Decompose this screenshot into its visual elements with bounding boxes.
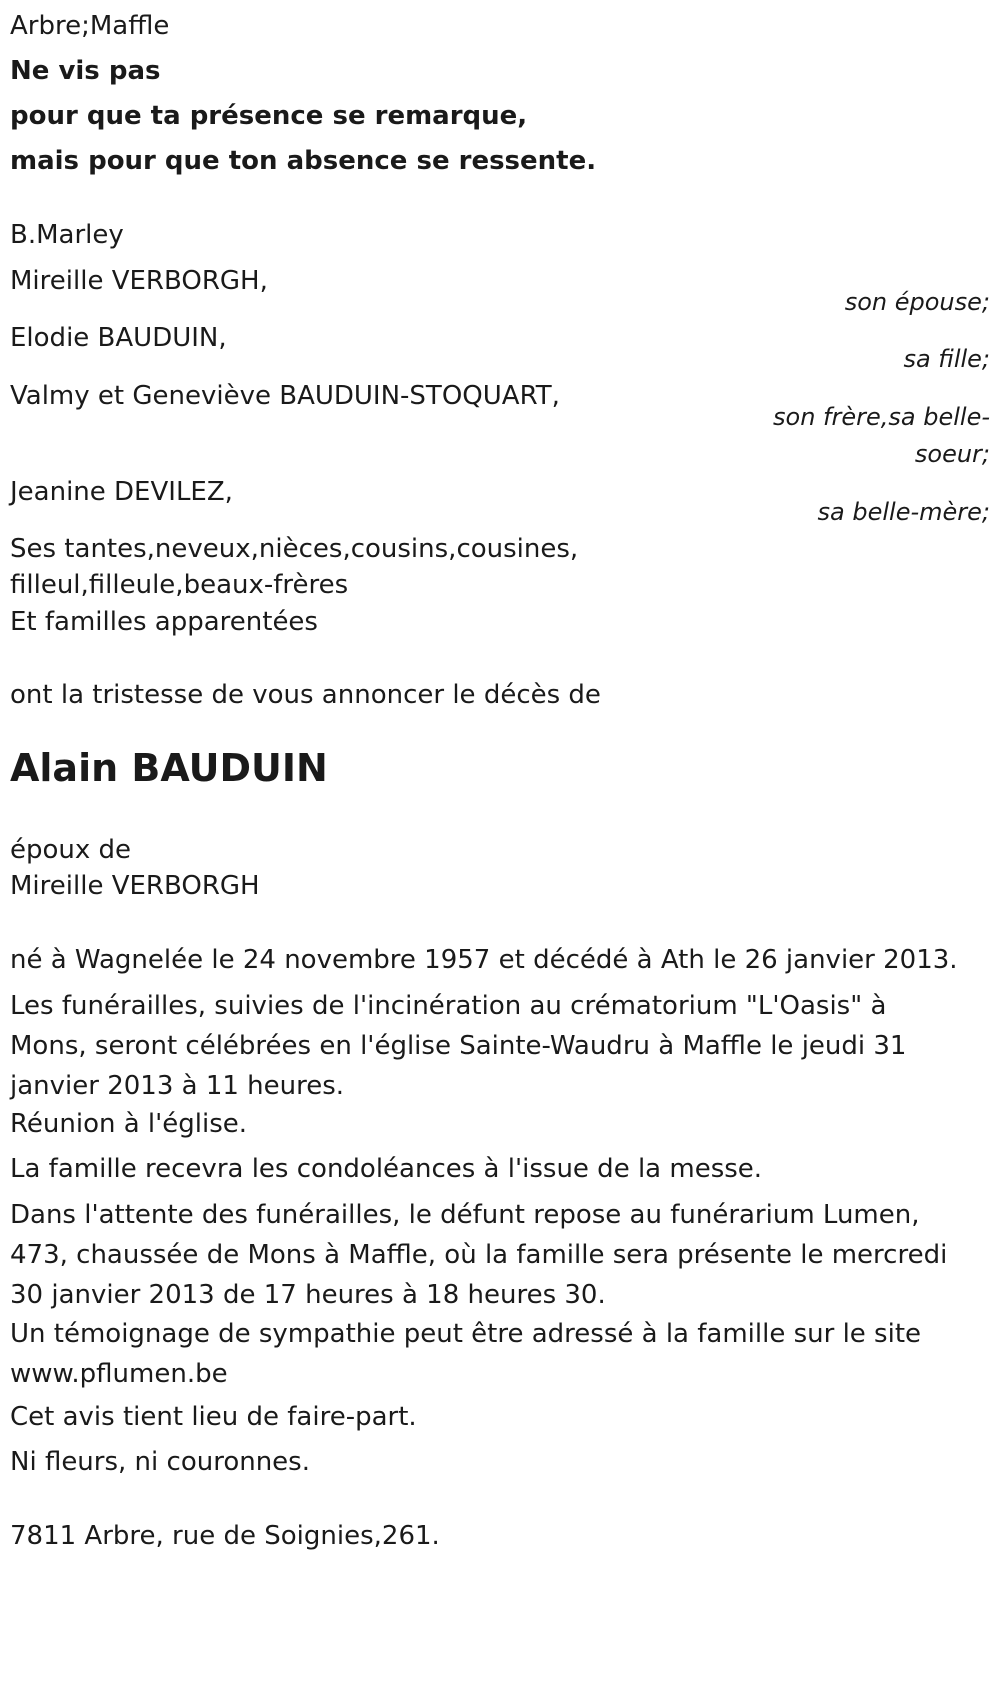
meeting-details: Réunion à l'église. bbox=[10, 1109, 248, 1139]
birth-death-details: né à Wagnelée le 24 novembre 1957 et décédé à Ath le 26 janvier 2013. bbox=[10, 945, 958, 975]
family-member-name: Mireille VERBORGH, bbox=[10, 266, 268, 296]
quote-line-3: mais pour que ton absence se ressente. bbox=[10, 146, 597, 176]
quote-line-1: Ne vis pas bbox=[10, 56, 161, 86]
family-member-role: son épouse; bbox=[844, 288, 990, 316]
family-member-role: sa belle-mère; bbox=[817, 498, 990, 526]
family-member-name: Jeanine DEVILEZ, bbox=[10, 477, 233, 507]
family-member-role: soeur; bbox=[914, 440, 990, 468]
family-address: 7811 Arbre, rue de Soignies,261. bbox=[10, 1521, 440, 1551]
quote-line-2: pour que ta présence se remarque, bbox=[10, 101, 528, 131]
family-member-name: Valmy et Geneviève BAUDUIN-STOQUART, bbox=[10, 381, 560, 411]
family-member-name: Elodie BAUDUIN, bbox=[10, 323, 227, 353]
sympathy-details: Un témoignage de sympathie peut être adressé à la famille sur le site www.pflumen.be bbox=[10, 1319, 922, 1389]
flowers-statement: Ni fleurs, ni couronnes. bbox=[10, 1447, 310, 1477]
relatives-line-3: Et familles apparentées bbox=[10, 607, 318, 637]
quote-author: B.Marley bbox=[10, 220, 124, 250]
viewing-details: Dans l'attente des funérailles, le défunt repose au funérarium Lumen, 473, chaussée de Mons à Maffle, où la famille sera présente le mercredi 30 janvier 2013 de 17 heures à 18 heures 30. bbox=[10, 1200, 948, 1310]
funeral-details: Les funérailles, suivies de l'incinération au crématorium "L'Oasis" à Mons, seront célébrées en l'église Sainte-Waudru à Maffle le jeudi 31 janvier 2013 à 11 heures. bbox=[10, 991, 907, 1101]
family-member-role: son frère,sa belle- bbox=[773, 403, 990, 431]
relatives-line-1: Ses tantes,neveux,nièces,cousins,cousines, bbox=[10, 534, 579, 564]
notice-statement: Cet avis tient lieu de faire-part. bbox=[10, 1402, 417, 1432]
spouse-name: Mireille VERBORGH bbox=[10, 871, 260, 901]
condolences-details: La famille recevra les condoléances à l'issue de la messe. bbox=[10, 1154, 763, 1184]
relatives-line-2: filleul,filleule,beaux-frères bbox=[10, 570, 349, 600]
announcement-text: ont la tristesse de vous annoncer le décès de bbox=[10, 680, 601, 710]
spouse-label: époux de bbox=[10, 835, 132, 865]
family-member-role: sa fille; bbox=[903, 345, 990, 373]
deceased-name: Alain BAUDUIN bbox=[10, 746, 328, 790]
location-header: Arbre;Maffle bbox=[10, 11, 170, 41]
